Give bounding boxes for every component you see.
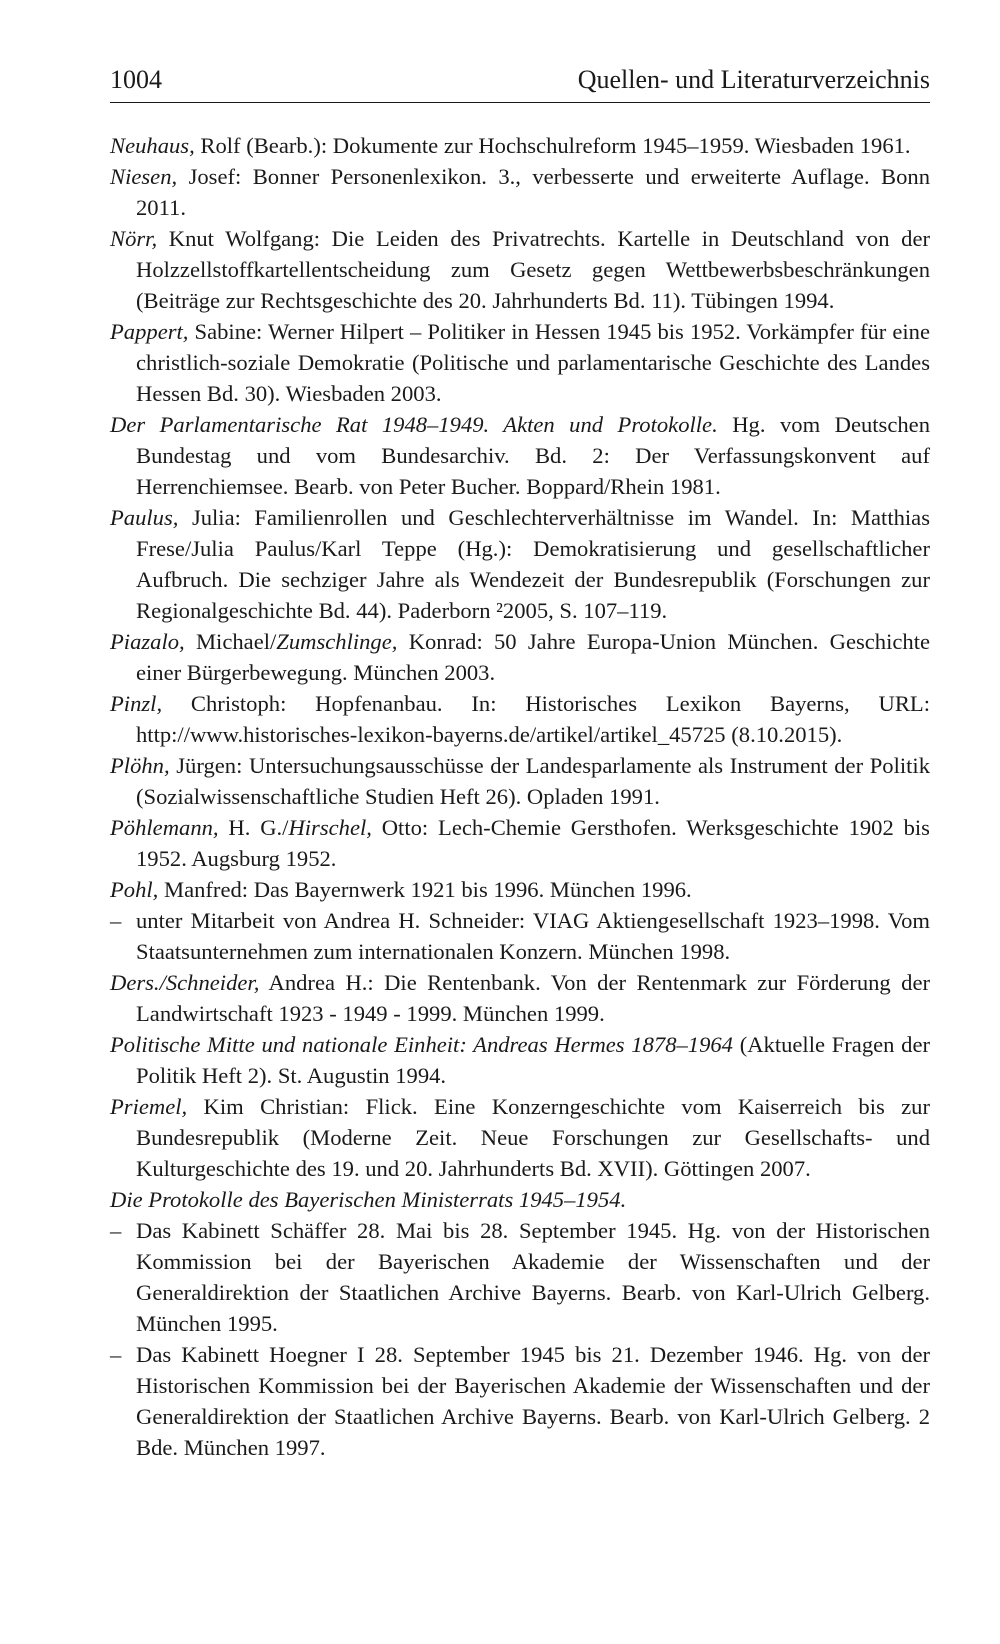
page-number: 1004 [110, 65, 162, 94]
bibliography-entry [110, 874, 930, 905]
bibliography-entry [110, 967, 930, 1029]
entry-text: Das Kabinett Hoegner I 28. September 1945 bis 21. Dezember 1946. Hg. von der Historischen Kommission bei der Bayerischen Akademie der Wissenschaften und der Generaldirektion der Staatlichen Archive Bayerns. Bearb. von Karl-Ulrich Gelberg. 2 Bde. München 1997. [136, 1342, 930, 1460]
entry-text: Sabine: Werner Hilpert – Politiker in Hessen 1945 bis 1952. Vorkämpfer für eine christlich-soziale Demokratie (Politische und parlamentarische Geschichte des Landes Hessen Bd. 30). Wiesbaden 2003. [136, 319, 930, 406]
entry-text: Rolf (Bearb.): Dokumente zur Hochschulreform 1945–1959. Wiesbaden 1961. [194, 133, 911, 158]
entry-text: Hg. vom Deutschen Bundestag und vom Bundesarchiv. Bd. 2: Der Verfassungskonvent auf Herrenchiemsee. Bearb. von Peter Bucher. Boppard/Rhein 1981. [136, 412, 930, 499]
dash-marker: – [110, 1342, 122, 1367]
bibliography-subentry [110, 1339, 930, 1463]
entry-author: Pöhlemann, [110, 815, 219, 840]
entry-text: Andrea H.: Die Rentenbank. Von der Rentenmark zur Förderung der Landwirtschaft 1923 - 1949 - 1999. München 1999. [136, 970, 930, 1026]
entry-author: Niesen, [110, 164, 178, 189]
dash-marker: – [110, 908, 122, 933]
entry-author: Der Parlamentarische Rat 1948–1949. Akten und Protokolle. [110, 412, 718, 437]
bibliography-entry [110, 502, 930, 626]
bibliography-entry [110, 1091, 930, 1184]
bibliography-entry [110, 1184, 930, 1215]
entry-text: Michael/ [184, 629, 277, 654]
entry-text: Christoph: Hopfenanbau. In: Historisches Lexikon Bayerns, URL: http://www.historisches-lexikon-bayerns.de/artikel/artikel_45725 (8.10.2015). [136, 691, 930, 747]
entry-text: Josef: Bonner Personenlexikon. 3., verbesserte und erweiterte Auflage. Bonn 2011. [136, 164, 930, 220]
bibliography-entry [110, 812, 930, 874]
entry-author: Priemel, [110, 1094, 188, 1119]
bibliography-list [110, 130, 930, 1463]
bibliography-entry [110, 130, 930, 161]
entry-author: Pohl, [110, 877, 159, 902]
entry-text: Julia: Familienrollen und Geschlechterverhältnisse im Wandel. In: Matthias Frese/Julia Paulus/Karl Teppe (Hg.): Demokratisierung und gesellschaftlicher Aufbruch. Die sechziger Jahre als Wendezeit der Bundesrepublik (Forschungen zur Regionalgeschichte Bd. 44). Paderborn ²2005, S. 107–119. [136, 505, 930, 623]
entry-author: Pappert, [110, 319, 189, 344]
bibliography-entry [110, 316, 930, 409]
entry-author: Paulus, [110, 505, 179, 530]
bibliography-entry [110, 161, 930, 223]
entry-text-continued: Konrad: 50 Jahre Europa-Union München. Geschichte einer Bürgerbewegung. München 2003. [136, 629, 931, 685]
entry-author: Plöhn, [110, 753, 170, 778]
bibliography-entry [110, 626, 930, 688]
header-rule [110, 102, 930, 103]
entry-text: Jürgen: Untersuchungsausschüsse der Landesparlamente als Instrument der Politik (Sozialwissenschaftliche Studien Heft 26). Opladen 1991. [136, 753, 930, 809]
bibliography-entry [110, 688, 930, 750]
entry-author: Neuhaus, [110, 133, 195, 158]
bibliography-subentry [110, 1215, 930, 1339]
entry-author: Die Protokolle des Bayerischen Ministerrats 1945–1954. [110, 1187, 627, 1212]
entry-coauthor: Hirschel, [288, 815, 372, 840]
dash-marker: – [110, 1218, 122, 1243]
entry-text: Kim Christian: Flick. Eine Konzerngeschichte vom Kaiserreich bis zur Bundesrepublik (Moderne Zeit. Neue Forschungen zur Gesellschafts- und Kulturgeschichte des 19. und 20. Jahrhunderts Bd. XVII). Göttingen 2007. [136, 1094, 930, 1181]
bibliography-entry [110, 223, 930, 316]
entry-author: Ders./Schneider, [110, 970, 260, 995]
entry-text: H. G./ [218, 815, 289, 840]
entry-text: Knut Wolfgang: Die Leiden des Privatrechts. Kartelle in Deutschland von der Holzzellstoffkartellentscheidung zum Gesetz gegen Wettbewerbsbeschränkungen (Beiträge zur Rechtsgeschichte des 20. Jahrhunderts Bd. 11). Tübingen 1994. [136, 226, 930, 313]
entry-text: unter Mitarbeit von Andrea H. Schneider: VIAG Aktiengesellschaft 1923–1998. Vom Staatsunternehmen zum internationalen Konzern. München 1998. [136, 908, 930, 964]
entry-author: Pinzl, [110, 691, 163, 716]
running-title: Quellen- und Literaturverzeichnis [577, 65, 930, 94]
bibliography-entry [110, 750, 930, 812]
bibliography-entry [110, 409, 930, 502]
entry-author: Politische Mitte und nationale Einheit: Andreas Hermes 1878–1964 [110, 1032, 733, 1057]
entry-text: Manfred: Das Bayernwerk 1921 bis 1996. München 1996. [158, 877, 692, 902]
entry-coauthor: Zumschlinge, [276, 629, 398, 654]
entry-author: Nörr, [110, 226, 158, 251]
entry-text: Das Kabinett Schäffer 28. Mai bis 28. September 1945. Hg. von der Historischen Kommission bei der Bayerischen Akademie der Wissenschaften und der Generaldirektion der Staatlichen Archive Bayerns. Bearb. von Karl-Ulrich Gelberg. München 1995. [136, 1218, 930, 1336]
entry-author: Piazalo, [110, 629, 185, 654]
bibliography-entry [110, 1029, 930, 1091]
entry-text-continued: Otto: Lech-Chemie Gersthofen. Werksgeschichte 1902 bis 1952. Augsburg 1952. [136, 815, 930, 871]
bibliography-subentry [110, 905, 930, 967]
entry-text: (Aktuelle Fragen der Politik Heft 2). St. Augustin 1994. [136, 1032, 931, 1088]
